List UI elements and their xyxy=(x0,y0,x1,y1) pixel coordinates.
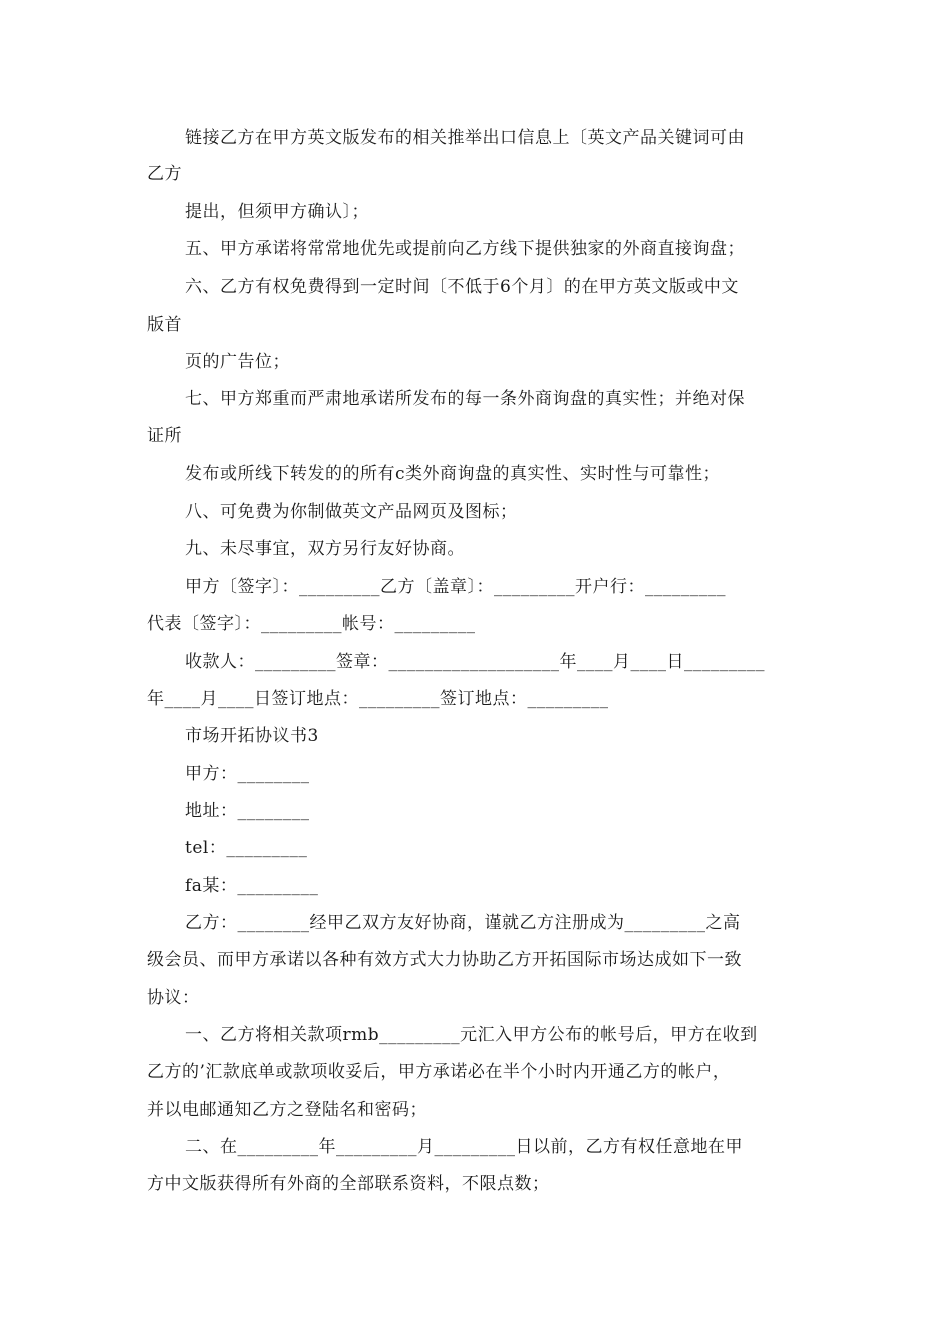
paragraph-line: 级会员、而甲方承诺以各种有效方式大力协助乙方开拓国际市场达成如下一致 xyxy=(147,950,742,970)
paragraph-line: 发布或所线下转发的的所有c类外商询盘的真实性、实时性与可靠性； xyxy=(185,464,721,484)
paragraph-line: 并以电邮通知乙方之登陆名和密码； xyxy=(147,1100,427,1120)
paragraph-line: 提出，但须甲方确认〕； xyxy=(185,202,369,222)
paragraph-line: 乙方的’汇款底单或款项收妥后，甲方承诺必在半个小时内开通乙方的帐户， xyxy=(147,1062,731,1082)
fax-field: fa某：_________ xyxy=(185,876,319,896)
clause-1: 一、乙方将相关款项rmb_________元汇入甲方公布的帐号后，甲方在收到 xyxy=(185,1025,758,1045)
paragraph-line: 版首 xyxy=(147,315,182,335)
clause-5: 五、甲方承诺将常常地优先或提前向乙方线下提供独家的外商直接询盘； xyxy=(185,239,745,259)
signature-line: 收款人：_________签章：___________________年____月____日_________ xyxy=(185,652,765,672)
paragraph-line: 链接乙方在甲方英文版发布的相关推举出口信息上〔英文产品关键词可由 xyxy=(185,128,745,148)
signature-line: 年____月____日签订地点：_________签订地点：_________ xyxy=(147,689,609,709)
section-title: 市场开拓协议书3 xyxy=(185,726,319,746)
paragraph-line: 方中文版获得所有外商的全部联系资料，不限点数； xyxy=(147,1174,550,1194)
signature-line: 代表〔签字〕：_________帐号：_________ xyxy=(147,614,476,634)
clause-8: 八、可免费为你制做英文产品网页及图标； xyxy=(185,502,518,522)
clause-6: 六、乙方有权免费得到一定时间〔不低于6个月〕的在甲方英文版或中文 xyxy=(185,277,739,297)
clause-9: 九、未尽事宜，双方另行友好协商。 xyxy=(185,539,465,559)
party-a-field: 甲方：________ xyxy=(185,764,310,784)
address-field: 地址：________ xyxy=(185,801,310,821)
clause-7: 七、甲方郑重而严肃地承诺所发布的每一条外商询盘的真实性；并绝对保 xyxy=(185,389,745,409)
tel-field: tel：_________ xyxy=(185,838,308,858)
paragraph-line: 证所 xyxy=(147,426,182,446)
paragraph-line: 乙方：________经甲乙双方友好协商，谨就乙方注册成为_________之高 xyxy=(185,913,741,933)
paragraph-line: 页的广告位； xyxy=(185,352,290,372)
paragraph-line: 乙方 xyxy=(147,164,182,184)
clause-2: 二、在_________年_________月_________日以前，乙方有权任意地在甲 xyxy=(185,1137,743,1157)
signature-line: 甲方〔签字〕：_________乙方〔盖章〕：_________开户行：_________ xyxy=(185,577,726,597)
paragraph-line: 协议： xyxy=(147,988,200,1008)
